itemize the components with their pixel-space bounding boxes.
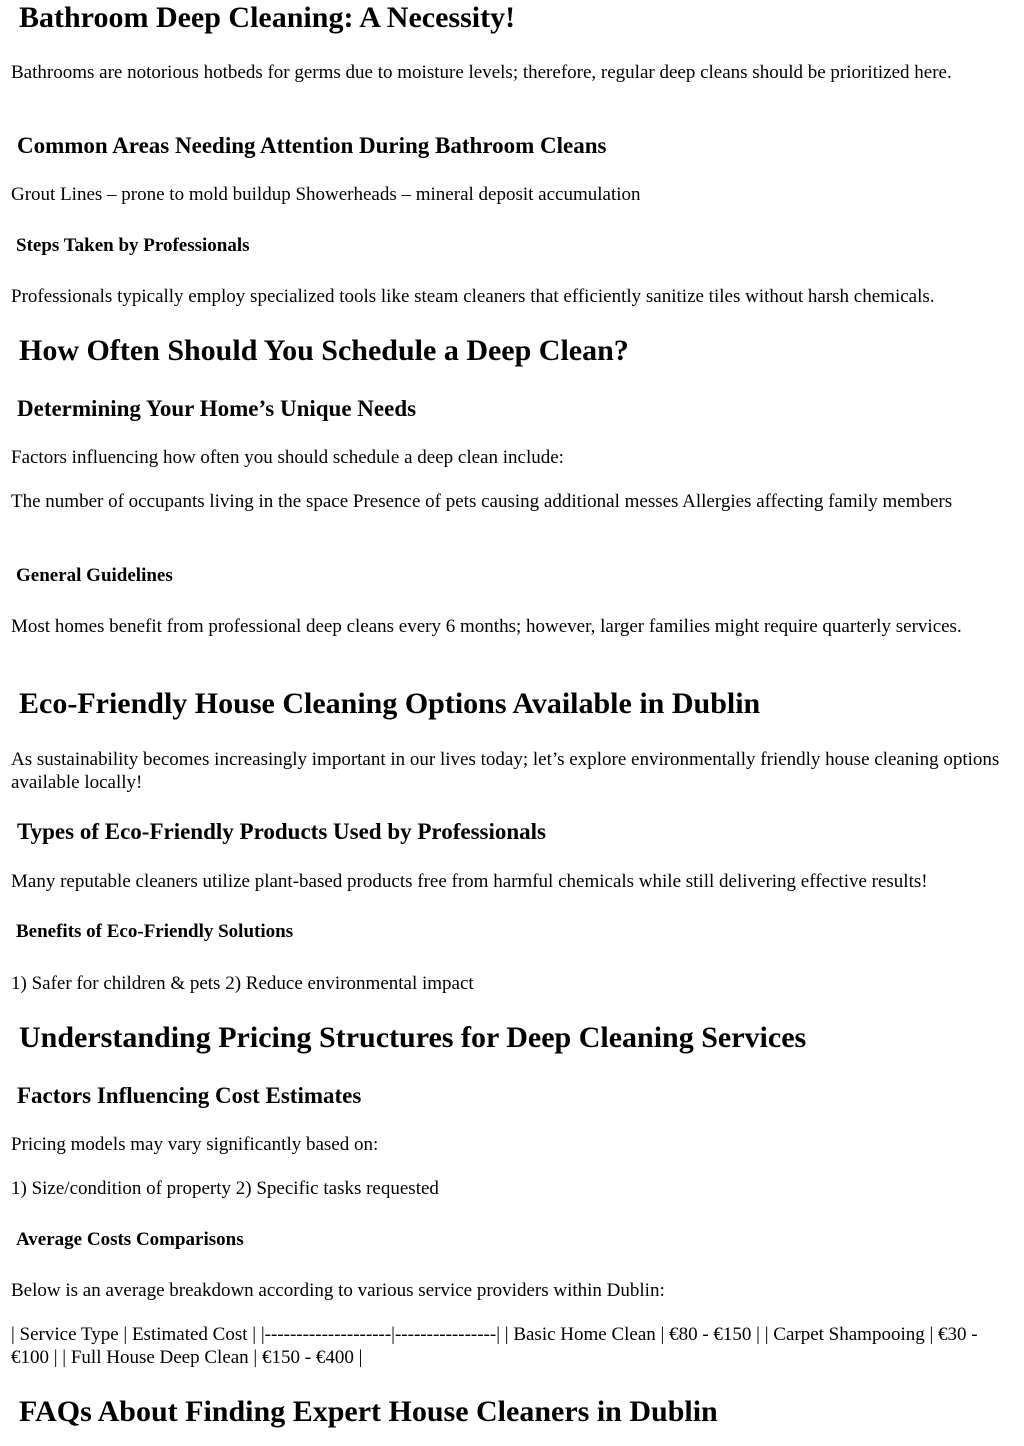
paragraph-guidelines: Most homes benefit from professional deep cleans every 6 months; however, larger families might require quarterly services. <box>11 616 962 637</box>
subheading-common-areas: Common Areas Needing Attention During Bathroom Cleans <box>17 133 607 158</box>
subheading-eco-products: Types of Eco-Friendly Products Used by Professionals <box>17 819 547 844</box>
paragraph-factors-intro: Factors influencing how often you should schedule a deep clean include: <box>11 447 564 468</box>
paragraph-factors-list: The number of occupants living in the space Presence of pets causing additional messes Allergies affecting family members <box>11 491 953 512</box>
subheading-unique-needs: Determining Your Home’s Unique Needs <box>17 396 417 421</box>
minor-heading-eco-benefits: Benefits of Eco-Friendly Solutions <box>16 921 294 942</box>
paragraph-pricing-factors: 1) Size/condition of property 2) Specific tasks requested <box>11 1178 439 1199</box>
paragraph-pricing-intro: Pricing models may vary significantly based on: <box>11 1134 379 1155</box>
section-heading-eco-friendly: Eco-Friendly House Cleaning Options Available in Dublin <box>19 687 761 720</box>
paragraph-grout-showerheads: Grout Lines – prone to mold buildup Showerheads – mineral deposit accumulation <box>11 184 641 205</box>
paragraph-sustainability: As sustainability becomes increasingly important in our lives today; let’s explore environmentally friendly house cleaning options available locally! <box>11 749 1000 793</box>
paragraph-steam-cleaners: Professionals typically employ specialized tools like steam cleaners that efficiently sanitize tiles without harsh chemicals. <box>11 286 935 307</box>
paragraph-breakdown-intro: Below is an average breakdown according to various service providers within Dublin: <box>11 1280 665 1301</box>
section-heading-schedule: How Often Should You Schedule a Deep Clean? <box>19 334 629 367</box>
minor-heading-steps-professionals: Steps Taken by Professionals <box>16 235 250 256</box>
section-heading-pricing: Understanding Pricing Structures for Deep Cleaning Services <box>19 1021 807 1054</box>
minor-heading-general-guidelines: General Guidelines <box>16 565 173 586</box>
subheading-cost-factors: Factors Influencing Cost Estimates <box>17 1083 362 1108</box>
paragraph-plant-based: Many reputable cleaners utilize plant-based products free from harmful chemicals while still delivering effective results! <box>11 871 928 892</box>
section-heading-bathroom-deep-cleaning: Bathroom Deep Cleaning: A Necessity! <box>19 1 516 34</box>
minor-heading-average-costs: Average Costs Comparisons <box>16 1229 244 1250</box>
paragraph-eco-benefits-list: 1) Safer for children & pets 2) Reduce environmental impact <box>11 973 474 994</box>
paragraph-cost-table-text: | Service Type | Estimated Cost | |--------------------|----------------| | Basic Home Clean | €80 - €150 | | Carpet Shampooing | €30 - €100 | | Full House Deep Clean | €150 - €400 | <box>11 1324 978 1368</box>
section-heading-faqs: FAQs About Finding Expert House Cleaners in Dublin <box>19 1395 718 1428</box>
paragraph-bathroom-germs: Bathrooms are notorious hotbeds for germs due to moisture levels; therefore, regular deep cleans should be prioritized here. <box>11 62 952 83</box>
